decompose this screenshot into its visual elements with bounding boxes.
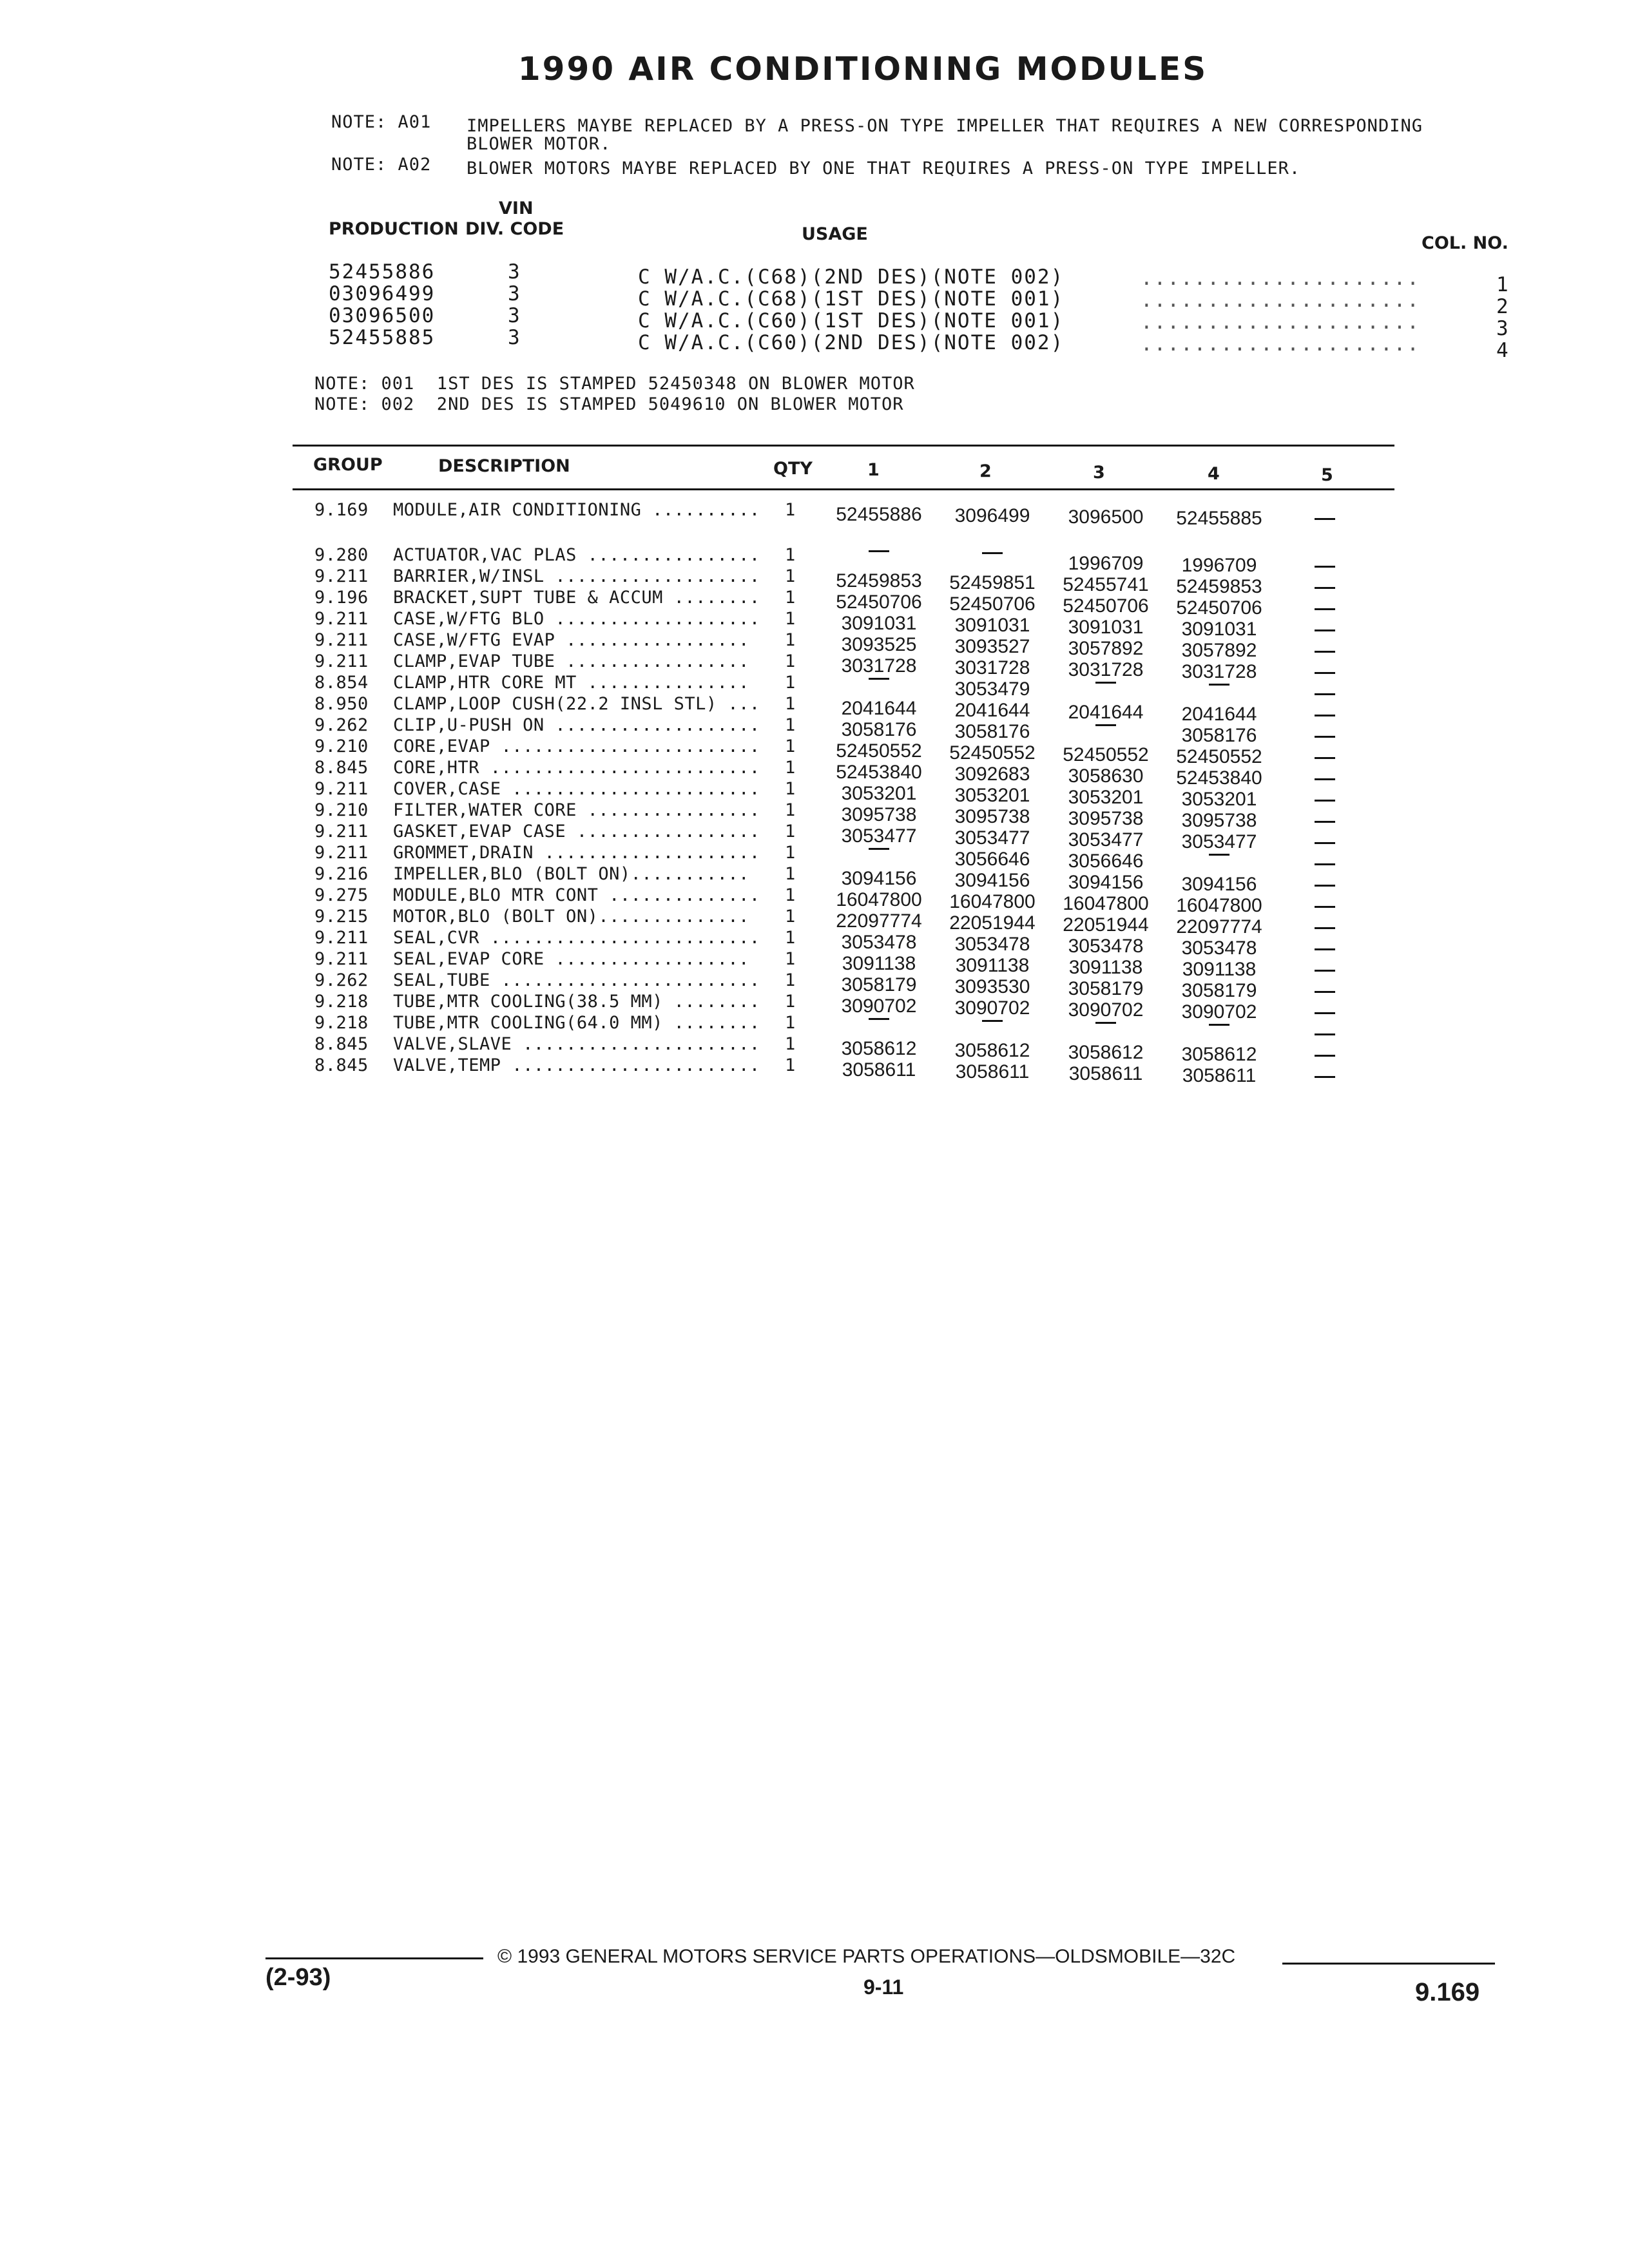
row-col2-part-number: 3053477	[954, 827, 1030, 849]
row-col5-dash	[1315, 778, 1335, 780]
row-description: GASKET,EVAP CASE .................	[393, 822, 760, 841]
row-group: 9.169	[314, 500, 369, 520]
production-leader-dots: .....................	[1141, 267, 1420, 290]
row-group: 9.262	[314, 970, 369, 990]
row-qty: 1	[785, 630, 796, 650]
row-description: SEAL,TUBE ........................	[393, 970, 760, 990]
row-col1-part-number: 3053478	[841, 932, 917, 953]
row-col3-part-number: 3058630	[1068, 765, 1144, 787]
row-col4-part-number: 52455885	[1176, 508, 1262, 529]
row-description: MODULE,AIR CONDITIONING ..........	[393, 500, 760, 520]
note-001: NOTE: 001 1ST DES IS STAMPED 52450348 ON BLOWER MOTOR	[314, 374, 915, 394]
row-col3-part-number: 3058179	[1068, 978, 1144, 999]
row-col1-part-number: 3094156	[841, 868, 917, 889]
row-col4-part-number: 3091031	[1181, 619, 1257, 640]
row-col4-part-number: 3053478	[1181, 937, 1257, 959]
row-col1-part-number: 22097774	[836, 910, 922, 932]
row-col3-part-number: 16047800	[1063, 893, 1149, 914]
row-col1-part-number: 3058179	[841, 974, 917, 995]
production-vin-code: 3	[508, 260, 521, 284]
row-col3-part-number: 3031728	[1068, 659, 1144, 680]
row-qty: 1	[785, 907, 796, 927]
row-description: ACTUATOR,VAC PLAS ................	[393, 545, 760, 565]
row-group: 9.215	[314, 907, 369, 927]
row-col5-dash	[1315, 1033, 1335, 1035]
row-description: SEAL,EVAP CORE ..................	[393, 949, 749, 969]
row-qty: 1	[785, 864, 796, 884]
row-col2-part-number: 3090702	[954, 997, 1030, 1019]
row-qty: 1	[785, 822, 796, 841]
row-col3-part-number: 3058612	[1068, 1042, 1144, 1063]
row-qty: 1	[785, 736, 796, 756]
footer-page-number: 9-11	[863, 1975, 904, 1999]
note-a01-code: NOTE: A01	[331, 112, 432, 132]
row-col4-part-number: 1996709	[1181, 555, 1257, 576]
production-leader-dots: .....................	[1141, 311, 1420, 334]
row-col5-dash	[1315, 906, 1335, 908]
usage-header: USAGE	[802, 224, 868, 244]
table-header-rule	[293, 488, 1394, 490]
row-description: BRACKET,SUPT TUBE & ACCUM ........	[393, 588, 760, 608]
row-col3-part-number: 22051944	[1063, 914, 1149, 936]
row-group: 9.218	[314, 1013, 369, 1033]
row-col1-part-number: 52455886	[836, 504, 922, 525]
row-col5-dash	[1315, 651, 1335, 653]
row-col1-part-number: 3031728	[841, 655, 917, 677]
production-usage: C W/A.C.(C60)(1ST DES)(NOTE 001)	[638, 309, 1065, 332]
row-col2-part-number: 3091138	[955, 955, 1030, 976]
row-col3-part-number: 3094156	[1068, 872, 1144, 893]
row-col1-part-number: 3095738	[841, 804, 917, 825]
row-col2-part-number: 3056646	[954, 849, 1030, 870]
row-col1-part-number: 3058611	[842, 1059, 916, 1081]
row-col2-part-number: 3093527	[954, 636, 1030, 657]
row-col5-dash	[1315, 863, 1335, 865]
row-description: CORE,EVAP ........................	[393, 736, 760, 756]
row-group: 9.211	[314, 566, 369, 586]
row-group: 9.210	[314, 800, 369, 820]
row-description: MODULE,BLO MTR CONT ..............	[393, 885, 760, 905]
row-qty: 1	[785, 500, 796, 520]
note-002: NOTE: 002 2ND DES IS STAMPED 5049610 ON BLOWER MOTOR	[314, 394, 904, 414]
th-col4: 4	[1208, 464, 1220, 484]
row-col2-part-number: 3094156	[954, 870, 1030, 891]
row-description: COVER,CASE .......................	[393, 779, 760, 799]
row-col3-part-number: 3056646	[1068, 850, 1144, 872]
row-group: 9.216	[314, 864, 369, 884]
row-qty: 1	[785, 715, 796, 735]
production-vin-code: 3	[508, 326, 521, 349]
row-qty: 1	[785, 1034, 796, 1054]
row-col1-part-number: 16047800	[836, 889, 922, 910]
row-col3-dash	[1095, 682, 1116, 684]
row-col1-dash	[869, 848, 889, 850]
row-group: 9.211	[314, 822, 369, 841]
row-col2-dash	[982, 1020, 1003, 1022]
row-description: CASE,W/FTG BLO ...................	[393, 609, 760, 629]
row-group: 9.196	[314, 588, 369, 608]
row-qty: 1	[785, 1055, 796, 1075]
row-col2-part-number: 3058611	[955, 1061, 1030, 1082]
row-qty: 1	[785, 566, 796, 586]
row-col3-part-number: 52455741	[1063, 574, 1149, 595]
production-leader-dots: .....................	[1141, 332, 1420, 356]
row-col4-part-number: 52450552	[1176, 746, 1262, 767]
row-qty: 1	[785, 588, 796, 608]
row-col1-dash	[869, 678, 889, 680]
row-qty: 1	[785, 673, 796, 693]
row-col2-part-number: 16047800	[949, 891, 1036, 912]
note-a02-code: NOTE: A02	[331, 155, 432, 175]
note-a01-text: IMPELLERS MAYBE REPLACED BY A PRESS-ON TYPE IMPELLER THAT REQUIRES A NEW CORRESPONDING	[467, 116, 1423, 136]
row-col3-part-number: 3090702	[1068, 999, 1144, 1021]
row-col5-dash	[1315, 518, 1335, 520]
row-qty: 1	[785, 694, 796, 714]
row-col2-part-number: 3091031	[954, 615, 1030, 636]
row-description: CORE,HTR .........................	[393, 758, 760, 778]
production-vin-code: 3	[508, 304, 521, 327]
row-col5-dash	[1315, 927, 1335, 929]
row-col1-part-number: 52459853	[836, 570, 922, 591]
note-a01-text-cont: BLOWER MOTOR.	[467, 134, 612, 154]
row-group: 9.211	[314, 651, 369, 671]
row-col2-part-number: 3092683	[954, 764, 1030, 785]
row-description: MOTOR,BLO (BOLT ON)..............	[393, 907, 749, 927]
row-group: 9.211	[314, 609, 369, 629]
row-col5-dash	[1315, 842, 1335, 844]
production-vin-code: 3	[508, 282, 521, 305]
footer-rule-left	[265, 1957, 483, 1959]
row-group: 9.210	[314, 736, 369, 756]
production-number: 52455886	[329, 260, 436, 284]
production-col-number: 1	[1496, 273, 1510, 296]
row-col1-part-number: 3058612	[841, 1038, 917, 1059]
row-col3-part-number: 3058611	[1068, 1063, 1143, 1084]
row-col4-part-number: 3031728	[1181, 661, 1257, 682]
row-description: TUBE,MTR COOLING(64.0 MM) ........	[393, 1013, 760, 1033]
row-col3-part-number: 52450706	[1063, 595, 1149, 617]
row-col2-part-number: 3093530	[954, 976, 1030, 997]
production-header: PRODUCTION	[329, 219, 459, 239]
row-qty: 1	[785, 928, 796, 948]
row-col1-part-number: 52450552	[836, 740, 922, 762]
row-group: 9.218	[314, 992, 369, 1012]
row-col4-part-number: 3058612	[1181, 1044, 1257, 1065]
row-col4-part-number: 2041644	[1181, 704, 1257, 725]
row-col2-part-number: 3096499	[954, 505, 1030, 526]
row-col3-part-number: 3053201	[1068, 787, 1144, 808]
row-group: 9.211	[314, 843, 369, 863]
row-col1-dash	[869, 550, 889, 552]
row-col4-part-number: 3058611	[1182, 1065, 1257, 1086]
production-number: 03096499	[329, 282, 436, 305]
row-col5-dash	[1315, 629, 1335, 631]
row-col5-dash	[1315, 608, 1335, 610]
row-description: CLAMP,HTR CORE MT ...............	[393, 673, 749, 693]
row-col2-part-number: 3058612	[954, 1040, 1030, 1061]
row-col2-part-number: 22051944	[949, 912, 1036, 934]
vin-header: VIN	[499, 198, 534, 218]
row-col1-part-number: 3090702	[841, 995, 917, 1017]
row-group: 9.211	[314, 949, 369, 969]
th-description: DESCRIPTION	[438, 456, 570, 476]
row-qty: 1	[785, 779, 796, 799]
row-col5-dash	[1315, 736, 1335, 738]
row-col4-dash	[1209, 684, 1229, 686]
row-col4-part-number: 16047800	[1176, 895, 1262, 916]
row-col1-part-number: 3091138	[842, 953, 916, 974]
row-col5-dash	[1315, 991, 1335, 993]
row-col3-part-number: 3091031	[1068, 617, 1144, 638]
colno-header: COL. NO.	[1422, 233, 1509, 253]
row-col2-part-number: 3053478	[954, 934, 1030, 955]
row-col3-dash	[1095, 724, 1116, 726]
th-col1: 1	[867, 460, 880, 480]
row-group: 9.280	[314, 545, 369, 565]
row-col4-dash	[1209, 1024, 1229, 1026]
row-col1-part-number: 3093525	[841, 634, 917, 655]
row-col4-part-number: 3057892	[1181, 640, 1257, 661]
th-group: GROUP	[313, 455, 383, 475]
row-group: 8.950	[314, 694, 369, 714]
row-description: CLAMP,LOOP CUSH(22.2 INSL STL) ...	[393, 694, 760, 714]
row-col4-part-number: 3094156	[1181, 874, 1257, 895]
row-col2-part-number: 52459851	[949, 572, 1036, 593]
row-group: 8.845	[314, 1034, 369, 1054]
production-usage: C W/A.C.(C68)(2ND DES)(NOTE 002)	[638, 265, 1065, 289]
row-col2-part-number: 2041644	[954, 700, 1030, 721]
row-col2-part-number: 3058176	[954, 721, 1030, 742]
row-col3-part-number: 3091138	[1068, 957, 1143, 978]
row-description: CLAMP,EVAP TUBE .................	[393, 651, 749, 671]
production-leader-dots: .....................	[1141, 289, 1420, 312]
divcode-header: DIV. CODE	[465, 219, 564, 239]
row-description: SEAL,CVR .........................	[393, 928, 760, 948]
footer-group-number: 9.169	[1415, 1978, 1480, 2006]
row-col3-part-number: 3096500	[1068, 506, 1144, 528]
row-col3-part-number: 2041644	[1068, 702, 1144, 723]
row-col5-dash	[1315, 672, 1335, 674]
row-col3-part-number: 3053478	[1068, 936, 1144, 957]
production-col-number: 2	[1496, 295, 1510, 318]
row-col2-part-number: 3053479	[954, 678, 1030, 700]
row-col5-dash	[1315, 1012, 1335, 1014]
th-col5: 5	[1321, 465, 1333, 485]
row-col5-dash	[1315, 970, 1335, 972]
row-col4-part-number: 3058179	[1181, 980, 1257, 1001]
row-col3-part-number: 52450552	[1063, 744, 1149, 765]
row-col1-part-number: 2041644	[841, 698, 917, 719]
row-col5-dash	[1315, 757, 1335, 759]
row-qty: 1	[785, 609, 796, 629]
row-qty: 1	[785, 970, 796, 990]
row-col4-part-number: 52459853	[1176, 576, 1262, 597]
row-col4-part-number: 3053477	[1181, 831, 1257, 852]
row-col1-part-number: 3053477	[841, 825, 917, 847]
production-usage: C W/A.C.(C60)(2ND DES)(NOTE 002)	[638, 331, 1065, 354]
production-number: 03096500	[329, 304, 436, 327]
row-qty: 1	[785, 1013, 796, 1033]
row-col5-dash	[1315, 1076, 1335, 1078]
row-col5-dash	[1315, 885, 1335, 887]
row-description: BARRIER,W/INSL ...................	[393, 566, 760, 586]
production-col-number: 3	[1496, 317, 1510, 340]
row-qty: 1	[785, 545, 796, 565]
row-col4-part-number: 52450706	[1176, 597, 1262, 619]
row-qty: 1	[785, 800, 796, 820]
row-description: CLIP,U-PUSH ON ...................	[393, 715, 760, 735]
row-col5-dash	[1315, 587, 1335, 589]
row-col5-dash	[1315, 1055, 1335, 1057]
row-description: IMPELLER,BLO (BOLT ON)...........	[393, 864, 749, 884]
row-qty: 1	[785, 843, 796, 863]
footer-rule-right	[1282, 1963, 1495, 1965]
row-description: GROMMET,DRAIN ....................	[393, 843, 760, 863]
row-col1-dash	[869, 1018, 889, 1020]
row-col4-dash	[1209, 854, 1229, 856]
row-col2-part-number: 52450552	[949, 742, 1036, 764]
row-group: 9.211	[314, 779, 369, 799]
row-col2-part-number: 3095738	[954, 806, 1030, 827]
row-group: 8.845	[314, 758, 369, 778]
th-col3: 3	[1093, 463, 1105, 483]
row-group: 9.275	[314, 885, 369, 905]
row-col4-part-number: 3091138	[1182, 959, 1257, 980]
row-col5-dash	[1315, 948, 1335, 950]
note-a02-text: BLOWER MOTORS MAYBE REPLACED BY ONE THAT REQUIRES A PRESS-ON TYPE IMPELLER.	[467, 159, 1301, 178]
th-col2: 2	[979, 461, 992, 481]
row-col5-dash	[1315, 821, 1335, 823]
row-col3-part-number: 1996709	[1068, 553, 1144, 574]
row-qty: 1	[785, 885, 796, 905]
row-col4-part-number: 3053201	[1181, 789, 1257, 810]
row-description: VALVE,TEMP .......................	[393, 1055, 760, 1075]
row-col4-part-number: 52453840	[1176, 767, 1262, 789]
row-col4-part-number: 3090702	[1181, 1001, 1257, 1023]
row-col1-part-number: 3091031	[841, 613, 917, 634]
row-qty: 1	[785, 949, 796, 969]
row-col3-part-number: 3053477	[1068, 829, 1144, 850]
row-group: 9.262	[314, 715, 369, 735]
row-col1-part-number: 52453840	[836, 762, 922, 783]
row-group: 9.211	[314, 928, 369, 948]
production-col-number: 4	[1496, 339, 1510, 362]
row-col5-dash	[1315, 715, 1335, 716]
row-col2-dash	[982, 552, 1003, 554]
row-qty: 1	[785, 651, 796, 671]
row-col4-part-number: 3095738	[1181, 810, 1257, 831]
row-description: TUBE,MTR COOLING(38.5 MM) ........	[393, 992, 760, 1012]
row-qty: 1	[785, 758, 796, 778]
copyright-line: © 1993 GENERAL MOTORS SERVICE PARTS OPERATIONS—OLDSMOBILE—32C	[497, 1946, 1236, 1967]
row-col5-dash	[1315, 566, 1335, 568]
row-col3-dash	[1095, 1022, 1116, 1024]
row-col4-part-number: 22097774	[1176, 916, 1262, 937]
row-group: 8.845	[314, 1055, 369, 1075]
row-group: 9.211	[314, 630, 369, 650]
row-col5-dash	[1315, 800, 1335, 802]
row-col2-part-number: 3053201	[954, 785, 1030, 806]
production-number: 52455885	[329, 326, 436, 349]
production-usage: C W/A.C.(C68)(1ST DES)(NOTE 001)	[638, 287, 1065, 311]
row-col2-part-number: 52450706	[949, 593, 1036, 615]
row-description: CASE,W/FTG EVAP .................	[393, 630, 749, 650]
row-description: VALVE,SLAVE ......................	[393, 1034, 760, 1054]
row-description: FILTER,WATER CORE ................	[393, 800, 760, 820]
row-col1-part-number: 3053201	[841, 783, 917, 804]
table-top-rule	[293, 445, 1394, 447]
row-group: 8.854	[314, 673, 369, 693]
row-col3-part-number: 3095738	[1068, 808, 1144, 829]
footer-date: (2-93)	[265, 1964, 331, 1991]
row-col1-part-number: 52450706	[836, 591, 922, 613]
row-col4-part-number: 3058176	[1181, 725, 1257, 746]
page-title: 1990 AIR CONDITIONING MODULES	[517, 50, 1208, 88]
row-col5-dash	[1315, 693, 1335, 695]
row-col1-part-number: 3058176	[841, 719, 917, 740]
row-col2-part-number: 3031728	[954, 657, 1030, 678]
th-qty: QTY	[773, 459, 813, 479]
row-col3-part-number: 3057892	[1068, 638, 1144, 659]
row-qty: 1	[785, 992, 796, 1012]
